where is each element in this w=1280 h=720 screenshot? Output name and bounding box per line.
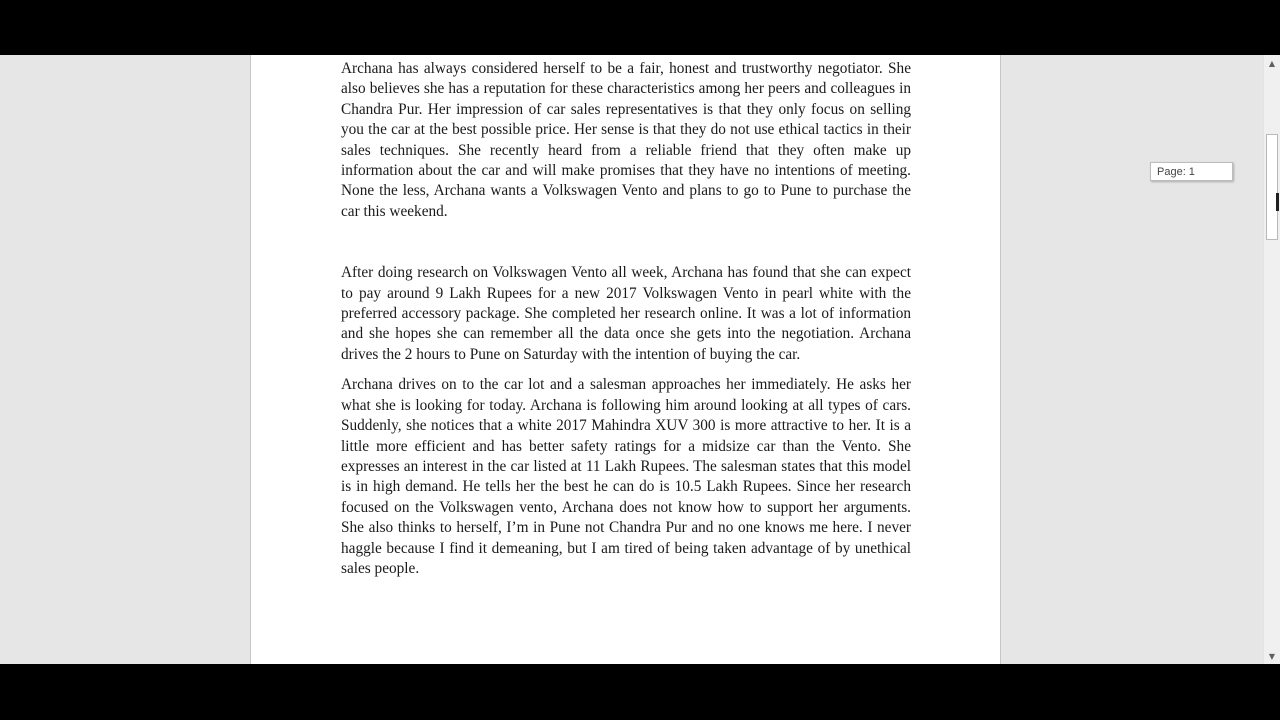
paragraph-3: Archana drives on to the car lot and a salesman approaches her immediately. He asks her what she is looking for today. Archana is following him around looking at all types of cars. Suddenly, she notices that a white 2017 Mahindra XUV 300 is more attractive to her. It is a little more efficient and has better safety ratings for a midsize car than the Vento. She expresses an interest in the car listed at 11 Lakh Rupees. The salesman states that this model is in high demand. He tells her the best he can do is 10.5 Lakh Rupees. Since her research focused on the Volkswagen vento, Archana does not know how to support her arguments. She also thinks to herself, I’m in Pune not Chandra Pur and no one knows me here. I never haggle because I find it demeaning, but I am tired of being taken advantage of by unethical sales people.	[341, 376, 911, 577]
vertical-scrollbar[interactable]	[1263, 55, 1280, 664]
mouse-cursor-icon	[1276, 193, 1279, 211]
scroll-page-tooltip: Page: 1	[1150, 162, 1233, 181]
chevron-down-icon: ▼	[1268, 651, 1276, 661]
scroll-up-button[interactable]	[1264, 55, 1280, 71]
document-body[interactable]	[341, 59, 911, 579]
word-document-window	[0, 55, 1280, 664]
paragraph-2: After doing research on Volkswagen Vento all week, Archana has found that she can expect to pay around 9 Lakh Rupees for a new 2017 Volkswagen Vento in pearl white with the preferred accessory package. She completed her research online. It was a lot of information and she hopes she can remember all the data once she gets into the negotiation. Archana drives the 2 hours to Pune on Saturday with the intention of buying the car.	[341, 264, 911, 363]
paragraph-1: Archana has always considered herself to be a fair, honest and trustworthy negotiator. She also believes she has a reputation for these characteristics among her peers and colleagues in Chandra Pur. Her impression of car sales representatives is that they only focus on selling you the car at the best possible price. Her sense is that they do not use ethical tactics in their sales techniques. She recently heard from a reliable friend that they often make up information about the car and will make promises that they have no intentions of meeting. None the less, Archana wants a Volkswagen Vento and plans to go to Pune to purchase the car this weekend.	[341, 60, 911, 220]
chevron-up-icon: ▲	[1268, 58, 1276, 68]
letterbox-top	[0, 0, 1280, 55]
letterbox-bottom	[0, 664, 1280, 720]
scroll-thumb[interactable]	[1266, 134, 1278, 240]
scroll-down-button[interactable]	[1264, 648, 1280, 664]
document-page[interactable]	[250, 55, 1001, 664]
